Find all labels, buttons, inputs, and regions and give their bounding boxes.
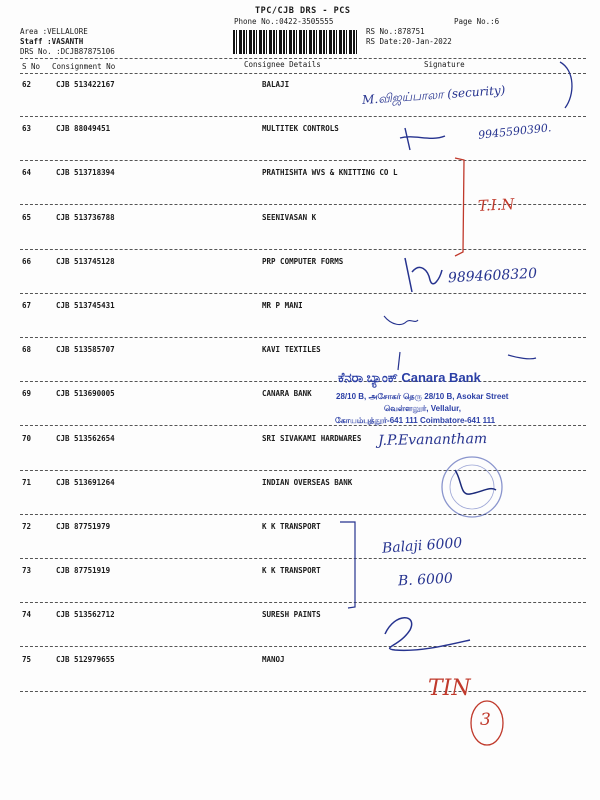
rs-date: RS Date:20-Jan-2022 (366, 37, 452, 46)
row-consignee: K K TRANSPORT (262, 522, 321, 531)
tin-initials: TIN (428, 676, 471, 701)
row-consignment-no: CJB 87751919 (56, 566, 111, 575)
rs-number: RS No.:878751 (366, 27, 425, 36)
row-consignment-no: CJB 87751979 (56, 522, 111, 531)
col-sno: S No (22, 62, 41, 71)
row-consignee: SEENIVASAN K (262, 213, 317, 222)
signature-62: M.விஜய்பாலா (security) (361, 83, 506, 107)
area-label: Area :VELLALORE (20, 27, 88, 36)
row-sno: 66 (22, 257, 32, 266)
row-consignment-no: CJB 512979655 (56, 655, 115, 664)
row-consignee: BALAJI (262, 80, 290, 89)
row-consignment-no: CJB 513736788 (56, 213, 115, 222)
row-consignment-no: CJB 513745431 (56, 301, 115, 310)
row-consignee: K K TRANSPORT (262, 566, 321, 575)
staff-label: Staff :VASANTH (20, 37, 84, 46)
row-sno: 74 (22, 610, 32, 619)
signature-64-tin: T.I.N (477, 195, 515, 215)
row-consignment-no: CJB 88049451 (56, 124, 111, 133)
document-title: TPC/CJB DRS - PCS (255, 6, 351, 16)
row-sno: 75 (22, 655, 32, 664)
row-sno: 68 (22, 345, 32, 354)
row-consignee: INDIAN OVERSEAS BANK (262, 478, 353, 487)
signature-72: Balaji 6000 (381, 535, 463, 557)
phone-number: Phone No.:0422-3505555 (234, 17, 334, 26)
signature-73: B. 6000 (397, 570, 454, 590)
row-consignment-no: CJB 513422167 (56, 80, 115, 89)
row-consignee: SURESH PAINTS (262, 610, 321, 619)
row-sno: 71 (22, 478, 32, 487)
signature-63-phone: 9945590390. (477, 121, 552, 142)
row-consignee: MANOJ (262, 655, 285, 664)
stamp-address-1: 28/10 B, அசோகர் தெரு 28/10 B, Asokar Street (336, 392, 509, 401)
row-consignment-no: CJB 513562712 (56, 610, 115, 619)
row-consignee: MR P MANI (262, 301, 303, 310)
col-consignee: Consignee Details (244, 60, 321, 69)
row-consignment-no: CJB 513562654 (56, 434, 115, 443)
row-consignee: CANARA BANK (262, 389, 312, 398)
row-sno: 65 (22, 213, 32, 222)
row-consignment-no: CJB 513690005 (56, 389, 115, 398)
signature-66-phone: 9894608320 (447, 265, 538, 287)
page-number: Page No.:6 (454, 17, 500, 26)
row-consignee: SRI SIVAKAMI HARDWARES (262, 434, 362, 443)
stamp-address-2: வெள்ளலூர், Vellalur, (384, 404, 461, 413)
signature-70: J.P.Evanantham (377, 431, 488, 449)
row-consignee: MULTITEK CONTROLS (262, 124, 339, 133)
row-sno: 63 (22, 124, 32, 133)
row-sno: 64 (22, 168, 32, 177)
col-consignment: Consignment No (52, 62, 116, 71)
row-sno: 70 (22, 434, 32, 443)
row-sno: 69 (22, 389, 32, 398)
row-consignment-no: CJB 513745128 (56, 257, 115, 266)
row-consignee: KAVI TEXTILES (262, 345, 321, 354)
row-sno: 72 (22, 522, 32, 531)
row-consignee: PRATHISHTA WVS & KNITTING CO L (262, 168, 398, 177)
stamp-address-3: கோயம்புத்தூர்-641 111 Coimbatore-641 111 (335, 416, 496, 425)
row-consignment-no: CJB 513691264 (56, 478, 115, 487)
row-consignee: PRP COMPUTER FORMS (262, 257, 344, 266)
row-consignment-no: CJB 513718394 (56, 168, 115, 177)
row-consignment-no: CJB 513585707 (56, 345, 115, 354)
row-sno: 67 (22, 301, 32, 310)
circled-count: 3 (480, 710, 491, 730)
row-sno: 62 (22, 80, 32, 89)
drs-number: DRS No. :DCJB87875106 (20, 47, 115, 56)
stamp-bank-name: ಕೆನರಾ ಬ್ಯಾಂಕ್ Canara Bank (338, 370, 481, 385)
col-signature: Signature (424, 60, 465, 69)
row-sno: 73 (22, 566, 32, 575)
